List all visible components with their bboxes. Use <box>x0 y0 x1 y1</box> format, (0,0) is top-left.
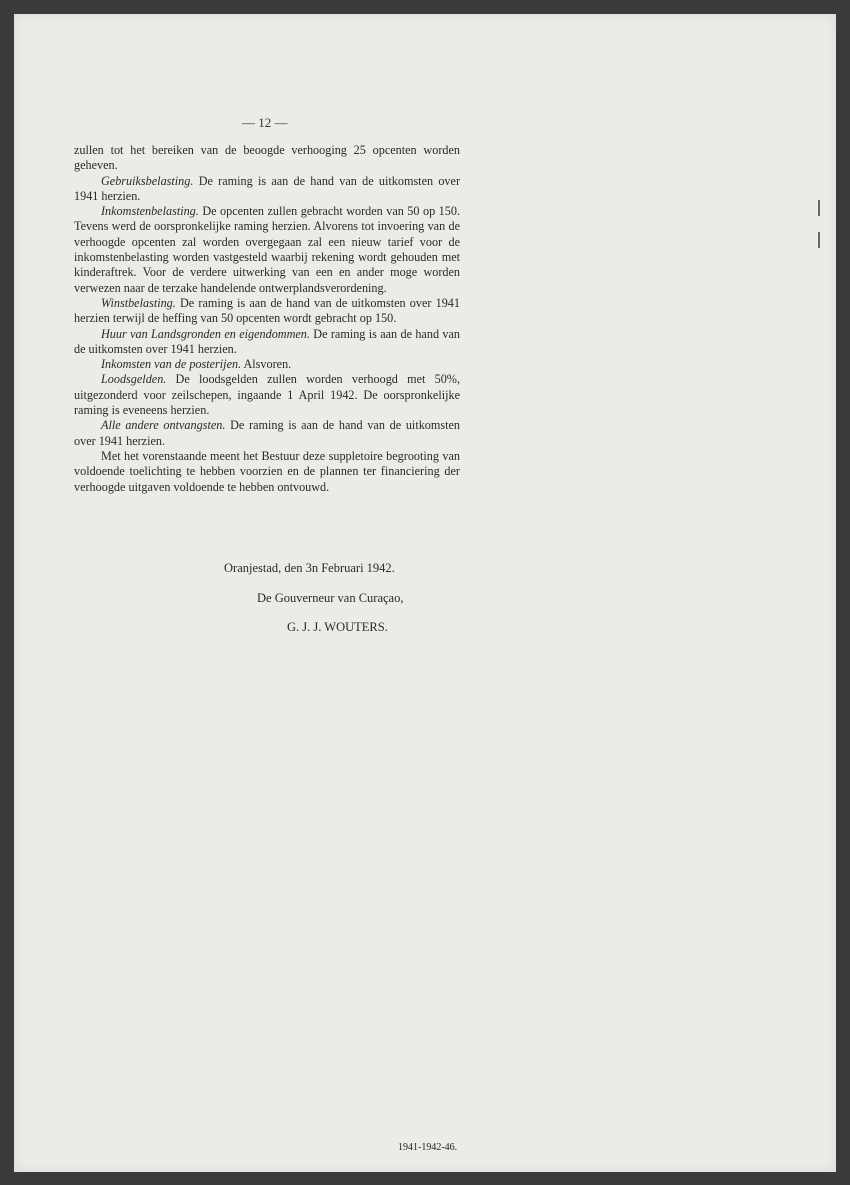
paragraph-huur-landsgronden: Huur van Landsgronden en eigendommen. De raming is aan de hand van de uitkomsten over 1941 herzien. <box>74 326 460 356</box>
section-heading: Inkomsten van de posterijen. <box>101 357 242 372</box>
margin-mark <box>818 200 820 216</box>
paragraph-gebruiksbelasting: Gebruiksbelasting. De raming is aan de hand van de uitkomsten over 1941 herzien. <box>74 173 460 203</box>
page-number: — 12 — <box>242 115 288 130</box>
paragraph-posterijen: Inkomsten van de posterijen. Alsvoren. <box>101 357 292 372</box>
section-heading: Alle andere ontvangsten. <box>101 418 226 433</box>
closing-paragraph: Met het vorenstaande meent het Bestuur deze suppletoire begrooting van voldoende toelichting te hebben voorzien en de plannen ter financiering der verhoogde uitgaven voldoende te hebben ontvouwd. <box>74 448 460 494</box>
margin-mark <box>818 232 820 248</box>
section-heading: Huur van Landsgronden en eigendommen. <box>101 326 310 341</box>
section-heading: Gebruiksbelasting. <box>101 173 194 188</box>
paragraph-andere-ontvangsten: Alle andere ontvangsten. De raming is aan de hand van de uitkomsten over 1941 herzien. <box>74 418 461 448</box>
place-date: Oranjestad, den 3n Februari 1942. <box>224 561 395 575</box>
signatory-title: De Gouverneur van Curaçao, <box>257 591 404 605</box>
section-heading: Loodsgelden. <box>101 372 167 387</box>
signatory-name: G. J. J. WOUTERS. <box>287 620 388 634</box>
section-heading: Inkomstenbelasting. <box>101 204 199 219</box>
paragraph-inkomstenbelasting: Inkomstenbelasting. De opcenten zullen gebracht worden van 50 op 150. Tevens werd de oorspronkelijke raming herzien. Alvorens tot invoering van de verhoogde opcenten zal worden overgegaan zal een nieuw tarief voor de inkomstenbelasting worden vastgesteld waarbij rekening wordt gehouden met kinderaftrek. Voor de verdere uitwerking van een en ander moge worden verwezen naar de terzake handelende ontwerplandsverordening. <box>74 204 460 295</box>
body-text <box>74 143 460 495</box>
paragraph-winstbelasting: Winstbelasting. De raming is aan de hand van de uitkomsten over 1941 herzien terwijl de heffing van 50 opcenten wordt gebracht op 150. <box>74 295 460 326</box>
document-page <box>14 14 836 1172</box>
section-heading: Winstbelasting. <box>101 295 176 310</box>
paragraph-continuation: zullen tot het bereiken van de beoogde verhooging 25 opcenten worden geheven. <box>74 143 460 173</box>
footer-code: 1941-1942-46. <box>398 1142 458 1153</box>
paragraph-loodsgelden: Loodsgelden. De loodsgelden zullen worden verhoogd met 50%, uitgezonderd voor zeilschepen, ingaande 1 April 1942. De oorspronkelijke raming is eveneens herzien. <box>74 372 460 418</box>
